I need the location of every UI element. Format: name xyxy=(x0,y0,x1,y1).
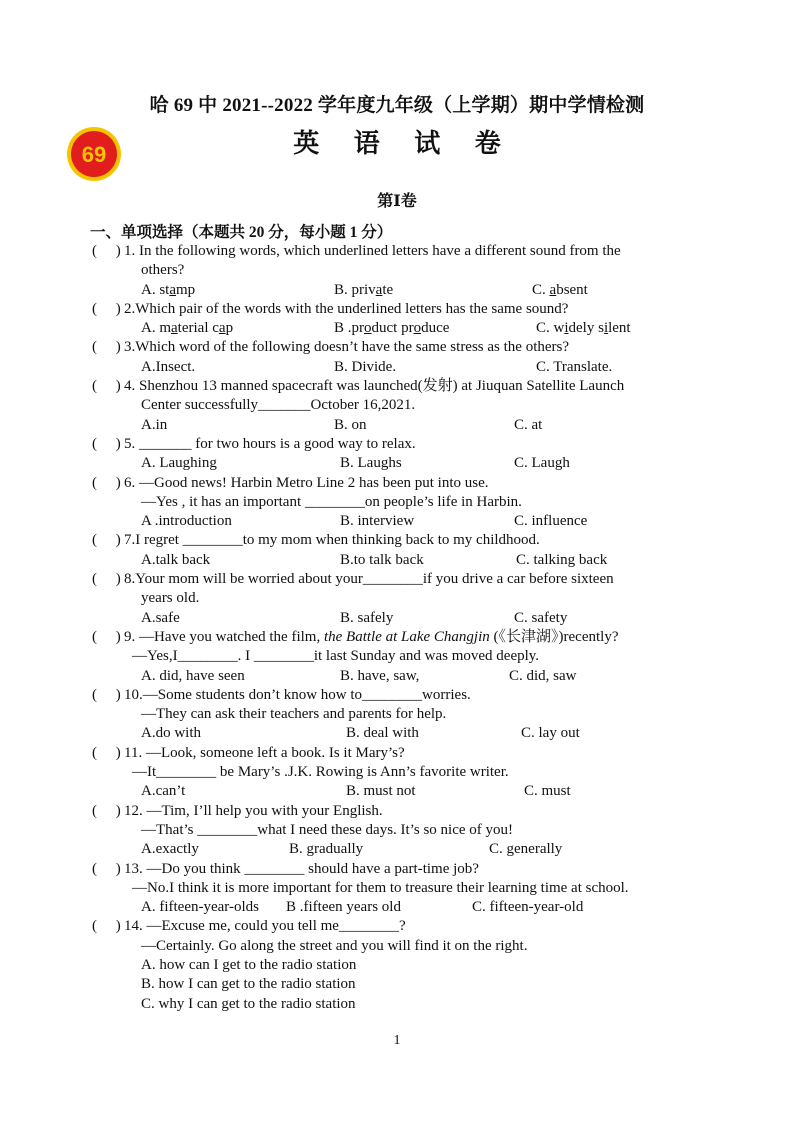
answer-blank[interactable]: ( ) xyxy=(92,628,121,645)
options-row xyxy=(124,358,732,377)
option-c: C. lay out xyxy=(521,725,580,742)
option-c: C. generally xyxy=(489,841,563,858)
options-row xyxy=(124,454,732,473)
option-b: B. Laughs xyxy=(340,455,402,472)
options-row xyxy=(124,512,732,531)
question-stem-continued: Center successfully_______October 16,2021. xyxy=(141,397,416,414)
question-6 xyxy=(92,474,732,532)
question-7 xyxy=(92,531,732,570)
answer-blank[interactable]: ( ) xyxy=(92,339,121,356)
option-a: A.in xyxy=(141,416,168,433)
question-3 xyxy=(92,338,732,377)
options-row xyxy=(124,551,732,570)
question-stem-continued: —They can ask their teachers and parents for help. xyxy=(141,706,447,723)
option-c: C. Translate. xyxy=(536,358,613,375)
question-stem: 3.Which word of the following doesn’t have the same stress as the others? xyxy=(124,339,570,356)
option-c: C. talking back xyxy=(516,551,608,568)
option-b: B .product produce xyxy=(334,320,450,337)
question-stem-continued: —No.I think it is more important for them to treasure their learning time at school. xyxy=(132,879,629,896)
question-stem: 10.—Some students don’t know how to________worries. xyxy=(124,686,471,703)
question-stem: 12. —Tim, I’ll help you with your English. xyxy=(124,802,383,819)
option-c: C. absent xyxy=(532,281,588,298)
options-row xyxy=(124,281,732,300)
question-11 xyxy=(92,744,732,802)
option-c: C. fifteen-year-old xyxy=(472,899,584,916)
option-b: B.to talk back xyxy=(340,551,424,568)
option-c: C. safety xyxy=(514,609,568,626)
option-b: B. private xyxy=(334,281,394,298)
answer-blank[interactable]: ( ) xyxy=(92,860,121,877)
answer-blank[interactable]: ( ) xyxy=(92,571,121,588)
question-2 xyxy=(92,300,732,339)
question-stem: 6. —Good news! Harbin Metro Line 2 has been put into use. xyxy=(124,474,489,491)
answer-blank[interactable]: ( ) xyxy=(92,802,121,819)
question-stem: 2.Which pair of the words with the underlined letters has the same sound? xyxy=(124,300,569,317)
option-b: B. have, saw, xyxy=(340,667,420,684)
answer-blank[interactable]: ( ) xyxy=(92,435,121,452)
question-list xyxy=(92,242,732,1014)
question-9 xyxy=(92,628,732,686)
options-row xyxy=(124,667,732,686)
question-stem: 9. —Have you watched the film, the Battle at Lake Changjin (《长津湖》)recently? xyxy=(124,628,619,645)
question-stem: 14. —Excuse me, could you tell me________? xyxy=(124,918,406,935)
question-stem: 4. Shenzhou 13 manned spacecraft was launched(发射) at Jiuquan Satellite Launch xyxy=(124,378,625,395)
option-c: C. why I can get to the radio station xyxy=(141,995,356,1012)
answer-blank[interactable]: ( ) xyxy=(92,744,121,761)
option-a: A.Insect. xyxy=(141,358,196,375)
option-b: B. how I can get to the radio station xyxy=(141,976,356,993)
option-b: B. Divide. xyxy=(334,358,397,375)
question-stem: 5. _______ for two hours is a good way to relax. xyxy=(124,435,416,452)
question-8 xyxy=(92,570,732,628)
option-a: A.talk back xyxy=(141,551,211,568)
question-stem-continued: —It________ be Mary’s .J.K. Rowing is Ann’s favorite writer. xyxy=(132,764,509,781)
question-13 xyxy=(92,860,732,918)
section-heading: 一、单项选择（本题共 20 分，每小题 1 分） xyxy=(90,224,393,241)
question-stem-continued: —Yes , it has an important ________on people’s life in Harbin. xyxy=(141,493,522,510)
question-stem: 13. —Do you think ________ should have a part-time job? xyxy=(124,860,479,877)
options-row xyxy=(124,898,732,917)
school-logo xyxy=(66,126,122,182)
question-1 xyxy=(92,242,732,300)
school-title: 哈 69 中 2021--2022 学年度九年级（上学期）期中学情检测 xyxy=(149,95,645,116)
question-5 xyxy=(92,435,732,474)
answer-blank[interactable]: ( ) xyxy=(92,474,121,491)
question-12 xyxy=(92,802,732,860)
options-row xyxy=(124,840,732,859)
answer-blank[interactable]: ( ) xyxy=(92,300,121,317)
logo-text: 69 xyxy=(81,142,107,167)
options-row xyxy=(124,416,732,435)
option-a: A. material cap xyxy=(141,320,234,337)
option-b: B. safely xyxy=(340,609,394,626)
question-14 xyxy=(92,917,732,1013)
option-b: B. on xyxy=(334,416,367,433)
option-c: C. at xyxy=(514,416,543,433)
option-a: A. how can I get to the radio station xyxy=(141,956,357,973)
page-number: 1 xyxy=(393,1033,401,1048)
answer-blank[interactable]: ( ) xyxy=(92,532,121,549)
option-b: B. must not xyxy=(346,783,416,800)
subject-title: 英 语 试 卷 xyxy=(293,129,515,158)
options-row xyxy=(124,319,732,338)
question-stem: 8.Your mom will be worried about your________if you drive a car before sixteen xyxy=(124,571,614,588)
question-stem-continued: years old. xyxy=(141,590,200,607)
option-b: B. deal with xyxy=(346,725,419,742)
question-stem-continued: —That’s ________what I need these days. It’s so nice of you! xyxy=(141,821,514,838)
option-c: C. influence xyxy=(514,513,588,530)
question-stem: 11. —Look, someone left a book. Is it Mary’s? xyxy=(124,744,405,761)
option-b: B. interview xyxy=(340,513,415,530)
option-a: A. fifteen-year-olds xyxy=(141,899,259,916)
answer-blank[interactable]: ( ) xyxy=(92,243,121,259)
volume-title: 第Ⅰ卷 xyxy=(377,193,417,210)
option-a: A.do with xyxy=(141,725,201,742)
options-row xyxy=(124,724,732,743)
answer-blank[interactable]: ( ) xyxy=(92,378,121,395)
option-b: B. gradually xyxy=(289,841,364,858)
option-a: A.safe xyxy=(141,609,180,626)
option-a: A.exactly xyxy=(141,841,199,858)
question-10 xyxy=(92,686,732,744)
option-c: C. did, saw xyxy=(509,667,577,684)
question-stem: 7.I regret ________to my mom when thinking back to my childhood. xyxy=(124,532,540,549)
answer-blank[interactable]: ( ) xyxy=(92,686,121,703)
option-c: C. Laugh xyxy=(514,455,570,472)
film-title: the Battle at Lake Changjin xyxy=(323,628,490,645)
option-b: B .fifteen years old xyxy=(286,899,401,916)
question-stem: 1. In the following words, which underlined letters have a different sound from the xyxy=(124,243,621,259)
answer-blank[interactable]: ( ) xyxy=(92,918,121,935)
option-a: A.can’t xyxy=(141,783,186,800)
option-a: A. stamp xyxy=(141,281,196,298)
question-stem-continued: —Yes,I________. I ________it last Sunday and was moved deeply. xyxy=(132,648,540,665)
question-4 xyxy=(92,377,732,435)
option-c: C. widely silent xyxy=(536,320,631,337)
option-a: A. did, have seen xyxy=(141,667,245,684)
options-row xyxy=(124,782,732,801)
question-stem-continued: —Certainly. Go along the street and you will find it on the right. xyxy=(141,937,528,954)
question-stem-continued: others? xyxy=(141,262,185,279)
option-a: A. Laughing xyxy=(141,455,217,472)
option-c: C. must xyxy=(524,783,571,800)
options-row xyxy=(124,609,732,628)
option-a: A .introduction xyxy=(141,513,232,530)
